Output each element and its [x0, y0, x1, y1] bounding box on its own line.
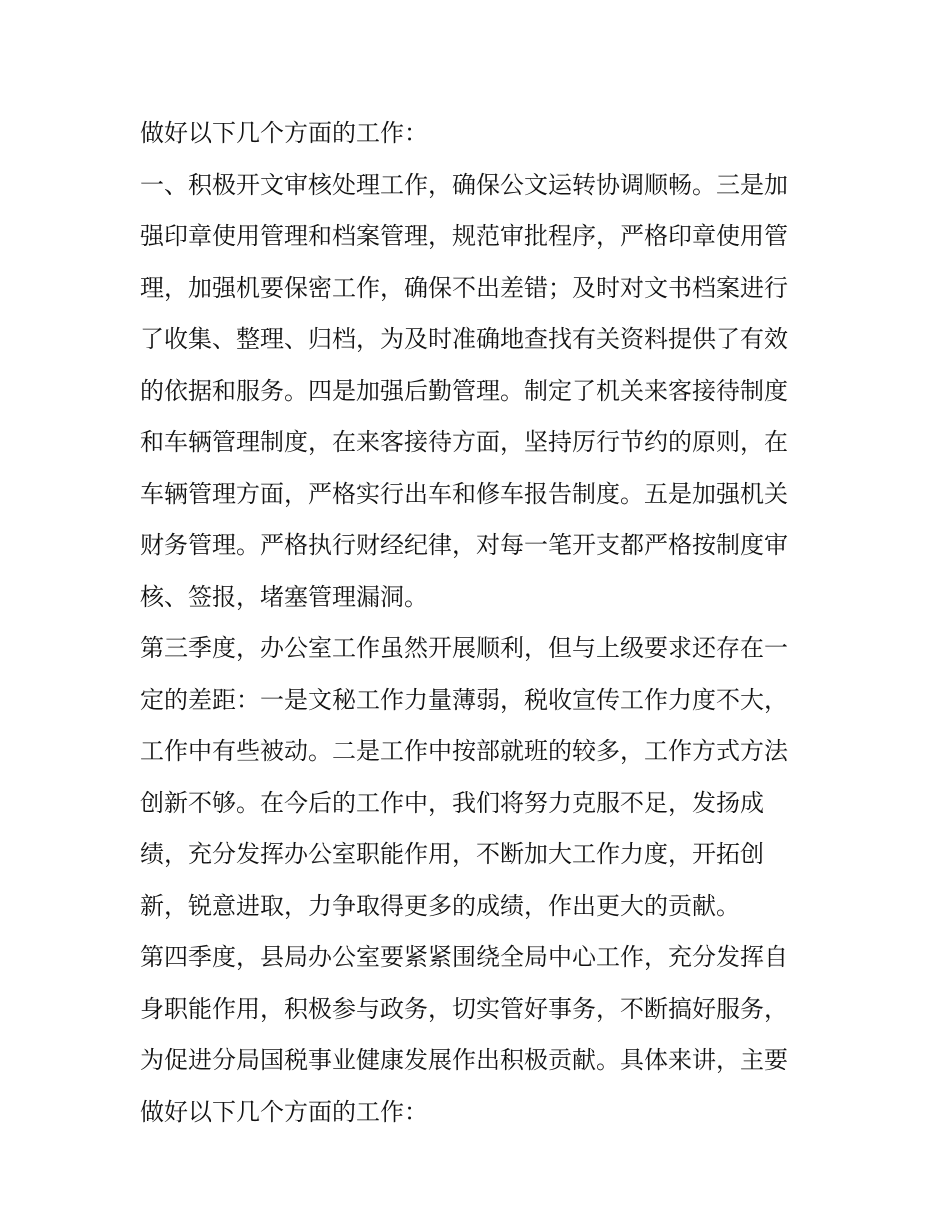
text-line: 核、签报，堵塞管理漏洞。 — [140, 582, 428, 611]
text-line: 新，锐意进取，力争取得更多的成绩，作出更大的贡献。 — [140, 891, 740, 920]
text-line: 做好以下几个方面的工作： — [140, 119, 428, 147]
text-line: 绩，充分发挥办公室职能作用，不断加大工作力度，开拓创 — [140, 840, 764, 868]
text-line: 为促进分局国税事业健康发展作出积极贡献。具体来讲，主要 — [140, 1046, 788, 1074]
text-line: 第四季度，县局办公室要紧紧围绕全局中心工作，充分发挥自 — [140, 943, 788, 971]
text-line: 的依据和服务。四是加强后勤管理。制定了机关来客接待制度 — [140, 376, 788, 405]
text-line: 强印章使用管理和档案管理，规范审批程序，严格印章使用管 — [140, 222, 788, 250]
text-line: 一、积极开文审核处理工作，确保公文运转协调顺畅。三是加 — [140, 170, 788, 199]
text-line: 定的差距：一是文秘工作力量薄弱，税收宣传工作力度不大， — [140, 685, 788, 714]
text-line: 理，加强机要保密工作，确保不出差错；及时对文书档案进行 — [140, 273, 788, 302]
text-line: 创新不够。在今后的工作中，我们将努力克服不足，发扬成 — [140, 788, 764, 817]
text-line: 车辆管理方面，严格实行出车和修车报告制度。五是加强机关 — [140, 479, 788, 508]
document-body — [140, 108, 820, 1138]
text-line: 工作中有些被动。二是工作中按部就班的较多，工作方式方法 — [140, 737, 788, 765]
text-line: 身职能作用，积极参与政务，切实管好事务，不断搞好服务， — [140, 994, 788, 1023]
text-line: 了收集、整理、归档，为及时准确地查找有关资料提供了有效 — [140, 325, 788, 353]
text-line: 做好以下几个方面的工作： — [140, 1097, 428, 1126]
text-line: 和车辆管理制度，在来客接待方面，坚持厉行节约的原则，在 — [140, 428, 788, 456]
text-line: 财务管理。严格执行财经纪律，对每一笔开支都严格按制度审 — [140, 531, 788, 559]
text-line: 第三季度，办公室工作虽然开展顺利，但与上级要求还存在一 — [140, 634, 788, 662]
